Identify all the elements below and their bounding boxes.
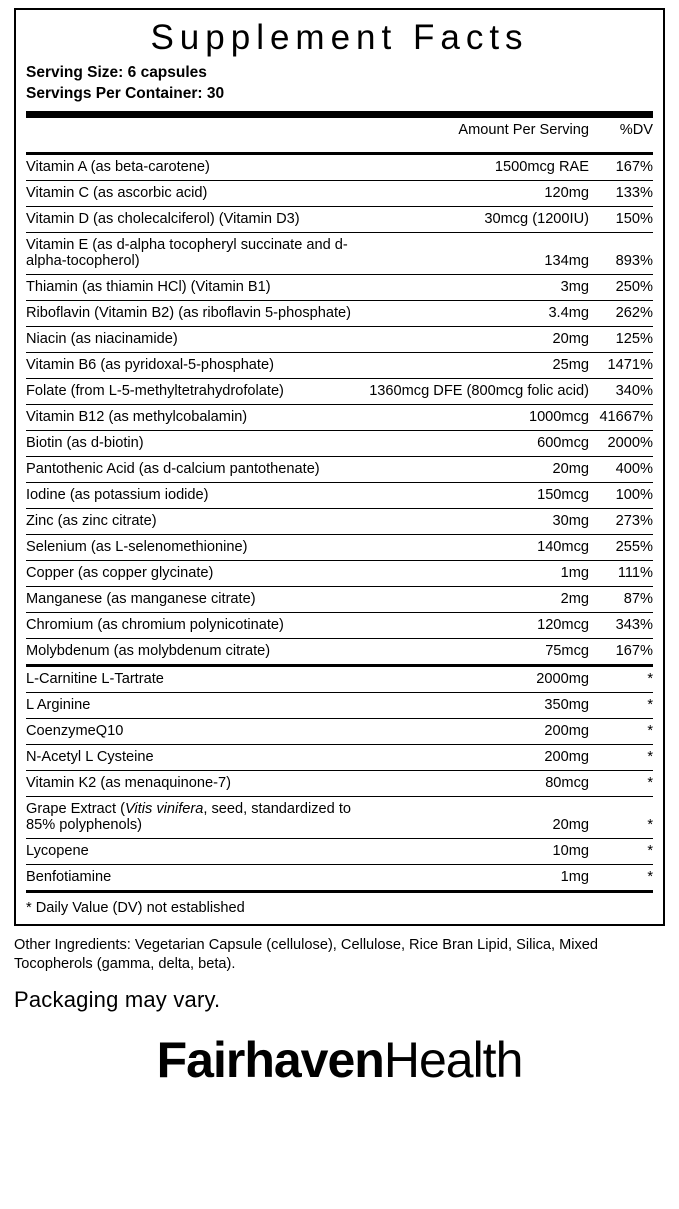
nutrient-amount: 75mcg	[361, 638, 589, 665]
table-row	[26, 232, 653, 274]
nutrient-dv: 41667%	[589, 404, 653, 430]
nutrient-amount: 10mg	[361, 838, 589, 864]
col-nutrient	[26, 118, 361, 143]
table-row	[26, 770, 653, 796]
nutrient-name: Vitamin E (as d-alpha tocopheryl succinate and d-alpha-tocopherol)	[26, 232, 361, 274]
table-row	[26, 404, 653, 430]
nutrient-amount: 3.4mg	[361, 300, 589, 326]
nutrient-amount: 1360mcg DFE (800mcg folic acid)	[361, 378, 589, 404]
nutrient-amount: 350mg	[361, 692, 589, 718]
nutrient-amount: 80mcg	[361, 770, 589, 796]
nutrient-name: Biotin (as d-biotin)	[26, 430, 361, 456]
nutrient-name: Niacin (as niacinamide)	[26, 326, 361, 352]
nutrient-amount: 25mg	[361, 352, 589, 378]
table-row	[26, 352, 653, 378]
supplement-label-page	[0, 8, 679, 1209]
serving-size: Serving Size: 6 capsules	[26, 63, 207, 81]
packaging-note: Packaging may vary.	[14, 986, 221, 1012]
nutrient-amount: 30mcg (1200IU)	[361, 206, 589, 232]
table-row	[26, 300, 653, 326]
nutrient-dv: 2000%	[589, 430, 653, 456]
nutrient-dv: 400%	[589, 456, 653, 482]
table-row	[26, 665, 653, 692]
table-row	[26, 378, 653, 404]
nutrient-amount: 1mg	[361, 864, 589, 890]
table-row	[26, 206, 653, 232]
nutrient-dv: *	[589, 744, 653, 770]
nutrient-name: Vitamin B12 (as methylcobalamin)	[26, 404, 361, 430]
nutrient-amount: 20mg	[361, 456, 589, 482]
table-row	[26, 456, 653, 482]
table-row	[26, 692, 653, 718]
nutrient-amount: 150mcg	[361, 482, 589, 508]
nutrient-name: Zinc (as zinc citrate)	[26, 508, 361, 534]
table-row	[26, 534, 653, 560]
table-row	[26, 153, 653, 180]
nutrient-name: Manganese (as manganese citrate)	[26, 586, 361, 612]
nutrient-dv: 1471%	[589, 352, 653, 378]
nutrition-table	[26, 118, 653, 890]
table-row	[26, 560, 653, 586]
nutrient-dv: 111%	[589, 560, 653, 586]
nutrient-amount: 20mg	[361, 796, 589, 838]
nutrient-dv: 273%	[589, 508, 653, 534]
nutrient-name: Lycopene	[26, 838, 361, 864]
table-row	[26, 326, 653, 352]
brand-logo	[14, 1031, 665, 1088]
table-row	[26, 638, 653, 665]
nutrient-name: Selenium (as L-selenomethionine)	[26, 534, 361, 560]
nutrient-dv: *	[589, 864, 653, 890]
table-row	[26, 864, 653, 890]
nutrient-dv: 125%	[589, 326, 653, 352]
table-row	[26, 482, 653, 508]
nutrient-name: Thiamin (as thiamin HCl) (Vitamin B1)	[26, 274, 361, 300]
nutrient-dv: 167%	[589, 638, 653, 665]
nutrient-amount: 600mcg	[361, 430, 589, 456]
nutrient-name: Copper (as copper glycinate)	[26, 560, 361, 586]
header-underline	[26, 143, 653, 154]
nutrient-dv: 100%	[589, 482, 653, 508]
nutrient-name: Vitamin A (as beta-carotene)	[26, 159, 210, 176]
nutrient-name: Folate (from L-5-methyltetrahydrofolate)	[26, 378, 361, 404]
table-row	[26, 180, 653, 206]
nutrient-dv: 250%	[589, 274, 653, 300]
col-amount-per-serving: Amount Per Serving	[458, 122, 589, 139]
nutrient-name: Molybdenum (as molybdenum citrate)	[26, 638, 361, 665]
nutrient-name: Vitamin B6 (as pyridoxal-5-phosphate)	[26, 352, 361, 378]
nutrient-dv: 87%	[589, 586, 653, 612]
nutrient-amount: 1mg	[361, 560, 589, 586]
nutrient-dv: 255%	[589, 534, 653, 560]
nutrient-amount: 140mcg	[361, 534, 589, 560]
nutrient-amount: 2mg	[361, 586, 589, 612]
nutrient-dv: 340%	[589, 378, 653, 404]
nutrient-dv: *	[589, 718, 653, 744]
nutrient-name: Grape Extract (Vitis vinifera, seed, standardized to 85% polyphenols)	[26, 796, 361, 838]
nutrient-dv: *	[589, 665, 653, 692]
nutrient-name: N-Acetyl L Cysteine	[26, 744, 361, 770]
nutrient-dv: 133%	[589, 180, 653, 206]
nutrient-name: Vitamin C (as ascorbic acid)	[26, 180, 361, 206]
table-row	[26, 274, 653, 300]
nutrient-name: Iodine (as potassium iodide)	[26, 482, 361, 508]
nutrient-name-italic: Vitis vinifera	[124, 801, 204, 818]
nutrient-amount: 2000mg	[361, 665, 589, 692]
supplement-facts-panel	[14, 8, 665, 926]
col-percent-dv: %DV	[619, 122, 653, 139]
table-row	[26, 718, 653, 744]
nutrition-table-head	[26, 118, 653, 154]
nutrient-amount: 1000mcg	[361, 404, 589, 430]
nutrient-name: Benfotiamine	[26, 864, 361, 890]
servings-per-container: Servings Per Container: 30	[26, 84, 225, 102]
nutrient-amount: 120mcg	[361, 612, 589, 638]
table-row	[26, 612, 653, 638]
nutrient-name: Riboflavin (Vitamin B2) (as riboflavin 5-phosphate)	[26, 300, 361, 326]
nutrient-dv: 343%	[589, 612, 653, 638]
nutrient-name: Vitamin K2 (as menaquinone-7)	[26, 770, 361, 796]
nutrient-amount: 20mg	[361, 326, 589, 352]
nutrient-dv: *	[589, 796, 653, 838]
nutrient-amount: 3mg	[361, 274, 589, 300]
nutrient-dv: 262%	[589, 300, 653, 326]
nutrient-dv: 150%	[589, 206, 653, 232]
vitamin-rows	[26, 153, 653, 665]
nutrient-amount: 200mg	[361, 744, 589, 770]
nutrient-amount: 1500mcg RAE	[494, 159, 589, 176]
nutrient-name: CoenzymeQ10	[26, 718, 361, 744]
table-row	[26, 586, 653, 612]
nutrient-dv: *	[589, 692, 653, 718]
table-row	[26, 430, 653, 456]
nutrient-name: Vitamin D (as cholecalciferol) (Vitamin D3)	[26, 206, 361, 232]
nutrient-name: L Arginine	[26, 692, 361, 718]
nutrient-dv: 167%	[615, 159, 653, 176]
table-header-row	[26, 118, 653, 143]
other-ingredient-rows	[26, 665, 653, 890]
dv-footnote: * Daily Value (DV) not established	[26, 890, 653, 916]
table-row	[26, 744, 653, 770]
table-row	[26, 838, 653, 864]
nutrient-amount: 30mg	[361, 508, 589, 534]
nutrient-dv: *	[589, 838, 653, 864]
nutrient-amount: 120mg	[361, 180, 589, 206]
panel-divider-thick	[26, 111, 653, 118]
nutrient-dv: *	[589, 770, 653, 796]
brand-name-part1: Fairhaven	[156, 1031, 384, 1088]
brand-name-part2: Health	[383, 1031, 523, 1088]
nutrient-name: Chromium (as chromium polynicotinate)	[26, 612, 361, 638]
panel-title: Supplement Facts	[150, 18, 529, 57]
other-ingredients-text: Other Ingredients: Vegetarian Capsule (cellulose), Cellulose, Rice Bran Lipid, Silica, Mixed Tocopherols (gamma, delta, beta).	[14, 936, 599, 973]
nutrient-amount: 134mg	[361, 232, 589, 274]
nutrient-name: Pantothenic Acid (as d-calcium pantothenate)	[26, 456, 361, 482]
nutrient-name: L-Carnitine L-Tartrate	[26, 665, 361, 692]
table-row	[26, 796, 653, 838]
nutrient-dv: 893%	[589, 232, 653, 274]
table-row	[26, 508, 653, 534]
nutrient-amount: 200mg	[361, 718, 589, 744]
